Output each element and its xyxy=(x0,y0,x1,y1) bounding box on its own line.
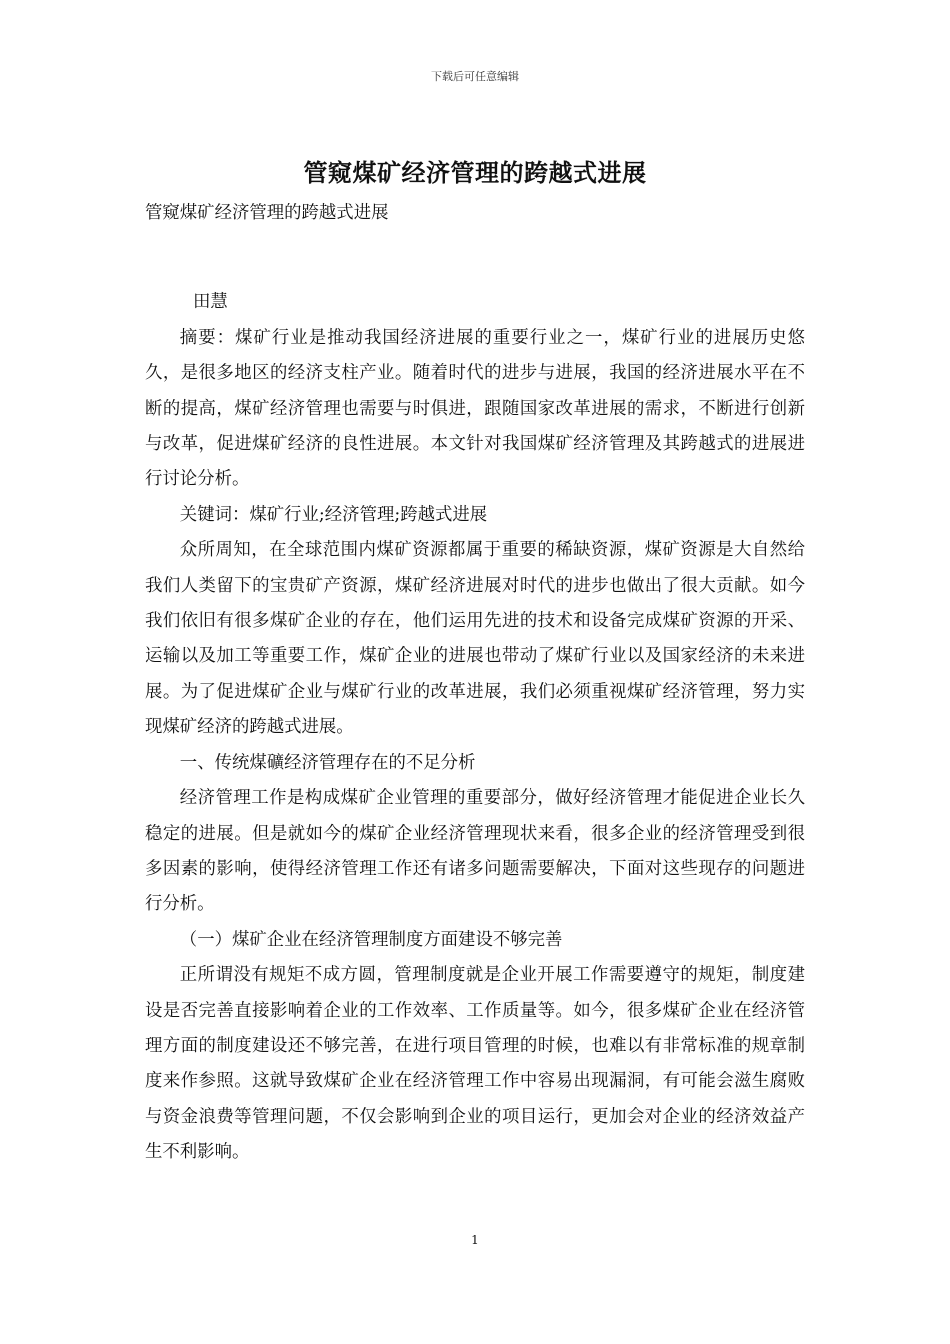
keywords-paragraph: 关键词：煤矿行业;经济管理;跨越式进展 xyxy=(179,504,488,525)
document-subtitle: 管窥煤矿经济管理的跨越式进展 xyxy=(145,203,389,223)
author-name: 田慧 xyxy=(193,292,228,313)
document-title: 管窥煤矿经济管理的跨越式进展 xyxy=(303,159,647,187)
body-paragraph: 经济管理工作是构成煤矿企业管理的重要部分，做好经济管理才能促进企业长久稳定的进展。但是就如今的煤矿企业经济管理现状来看，很多企业的经济管理受到很多因素的影响，使得经济管理工作还有诸多问题需要解决，下面对这些现存的问题进行分析。 xyxy=(145,788,805,915)
abstract-paragraph: 摘要：煤矿行业是推动我国经济进展的重要行业之一，煤矿行业的进展历史悠久，是很多地区的经济支柱产业。随着时代的进步与进展，我国的经济进展水平在不断的提高，煤矿经济管理也需要与时俱进，跟随国家改革进展的需求，不断进行创新与改革，促进煤矿经济的良性进展。本文针对我国煤矿经济管理及其跨越式的进展进行讨论分析。 xyxy=(145,327,805,490)
document-body xyxy=(145,196,805,1171)
page-number: 1 xyxy=(471,1233,479,1247)
body-paragraph: 众所周知，在全球范围内煤矿资源都属于重要的稀缺资源，煤矿资源是大自然给我们人类留下的宝贵矿产资源，煤矿经济进展对时代的进步也做出了很大贡献。如今我们依旧有很多煤矿企业的存在，他们运用先进的技术和设备完成煤矿资源的开采、运输以及加工等重要工作，煤矿企业的进展也带动了煤矿行业以及国家经济的未来进展。为了促进煤矿企业与煤矿行业的改革进展，我们必须重视煤矿经济管理，努力实现煤矿经济的跨越式进展。 xyxy=(145,540,805,738)
section-heading: 一、传统煤礦经济管理存在的不足分析 xyxy=(179,752,476,773)
page-header-note: 下载后可任意编辑 xyxy=(431,70,519,83)
subsection-heading: （一）煤矿企业在经济管理制度方面建设不够完善 xyxy=(179,929,563,950)
body-paragraph: 正所谓没有规矩不成方圆，管理制度就是企业开展工作需要遵守的规矩，制度建设是否完善直接影响着企业的工作效率、工作质量等。如今，很多煤矿企业在经济管理方面的制度建设还不够完善，在进行项目管理的时候，也难以有非常标准的规章制度来作参照。这就导致煤矿企业在经济管理工作中容易出现漏洞，有可能会滋生腐败与资金浪费等管理问题，不仅会影响到企业的项目运行，更加会对企业的经济效益产生不利影响。 xyxy=(145,965,805,1163)
